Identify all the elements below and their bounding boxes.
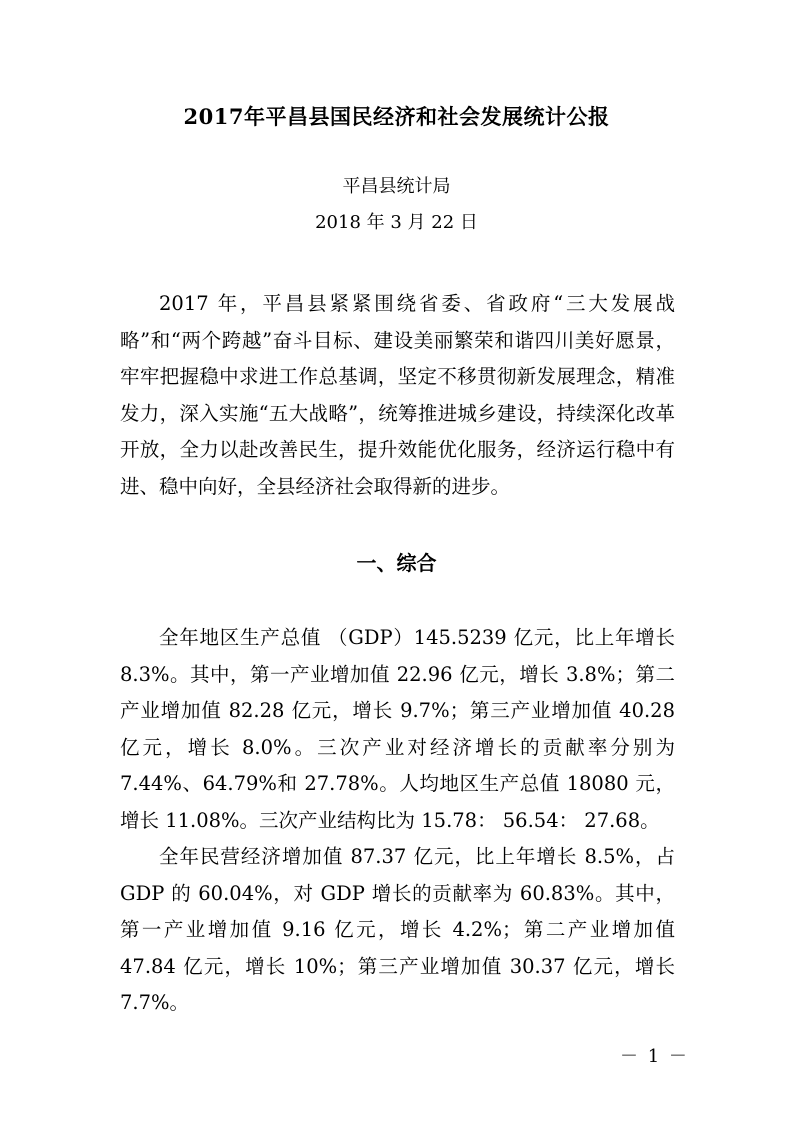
section-heading-overview: 一、综合 [356,551,437,575]
document-title: 2017年平昌县国民经济和社会发展统计公报 [183,104,610,129]
overview-paragraph-private-economy: 全年民营经济增加值 87.37 亿元，比上年增长 8.5%，占 GDP 的 60.04%，对 GDP 增长的贡献率为 60.83%。其中，第一产业增加值 9.16 亿元，增长 4.2%；第二产业增加值 47.84 亿元，增长 10%；第三产业增加值 30.37 亿元，增长 7.7%。 [120,845,675,1014]
intro-paragraph: 2017 年，平昌县紧紧围绕省委、省政府“三大发展战略”和“两个跨越”奋斗目标、建设美丽繁荣和谐四川美好愿景，牢牢把握稳中求进工作总基调，坚定不移贯彻新发展理念，精准发力，深入实施“五大战略”，统筹推进城乡建设，持续深化改革开放，全力以赴改善民生，提升效能优化服务，经济运行稳中有进、稳中向好，全县经济社会取得新的进步。 [120,292,675,498]
page-number: － 1 － [620,1046,689,1067]
overview-section [120,620,675,1022]
overview-paragraph-gdp: 全年地区生产总值 （GDP）145.5239 亿元，比上年增长 8.3%。其中，第一产业增加值 22.96 亿元，增长 3.8%；第二产业增加值 82.28 亿元，增长 9.7%；第三产业增加值 40.28 亿元，增长 8.0%。三次产业对经济增长的贡献率分别为 7.44%、64.79%和 27.78%。人均地区生产总值 18080 元，增长 11.08%。三次产业结构比为 15.78： 56.54： 27.68。 [120,626,675,832]
document-author: 平昌县统计局 [342,176,451,197]
intro-section [120,286,675,505]
document-date: 2018 年 3 月 22 日 [315,212,478,233]
